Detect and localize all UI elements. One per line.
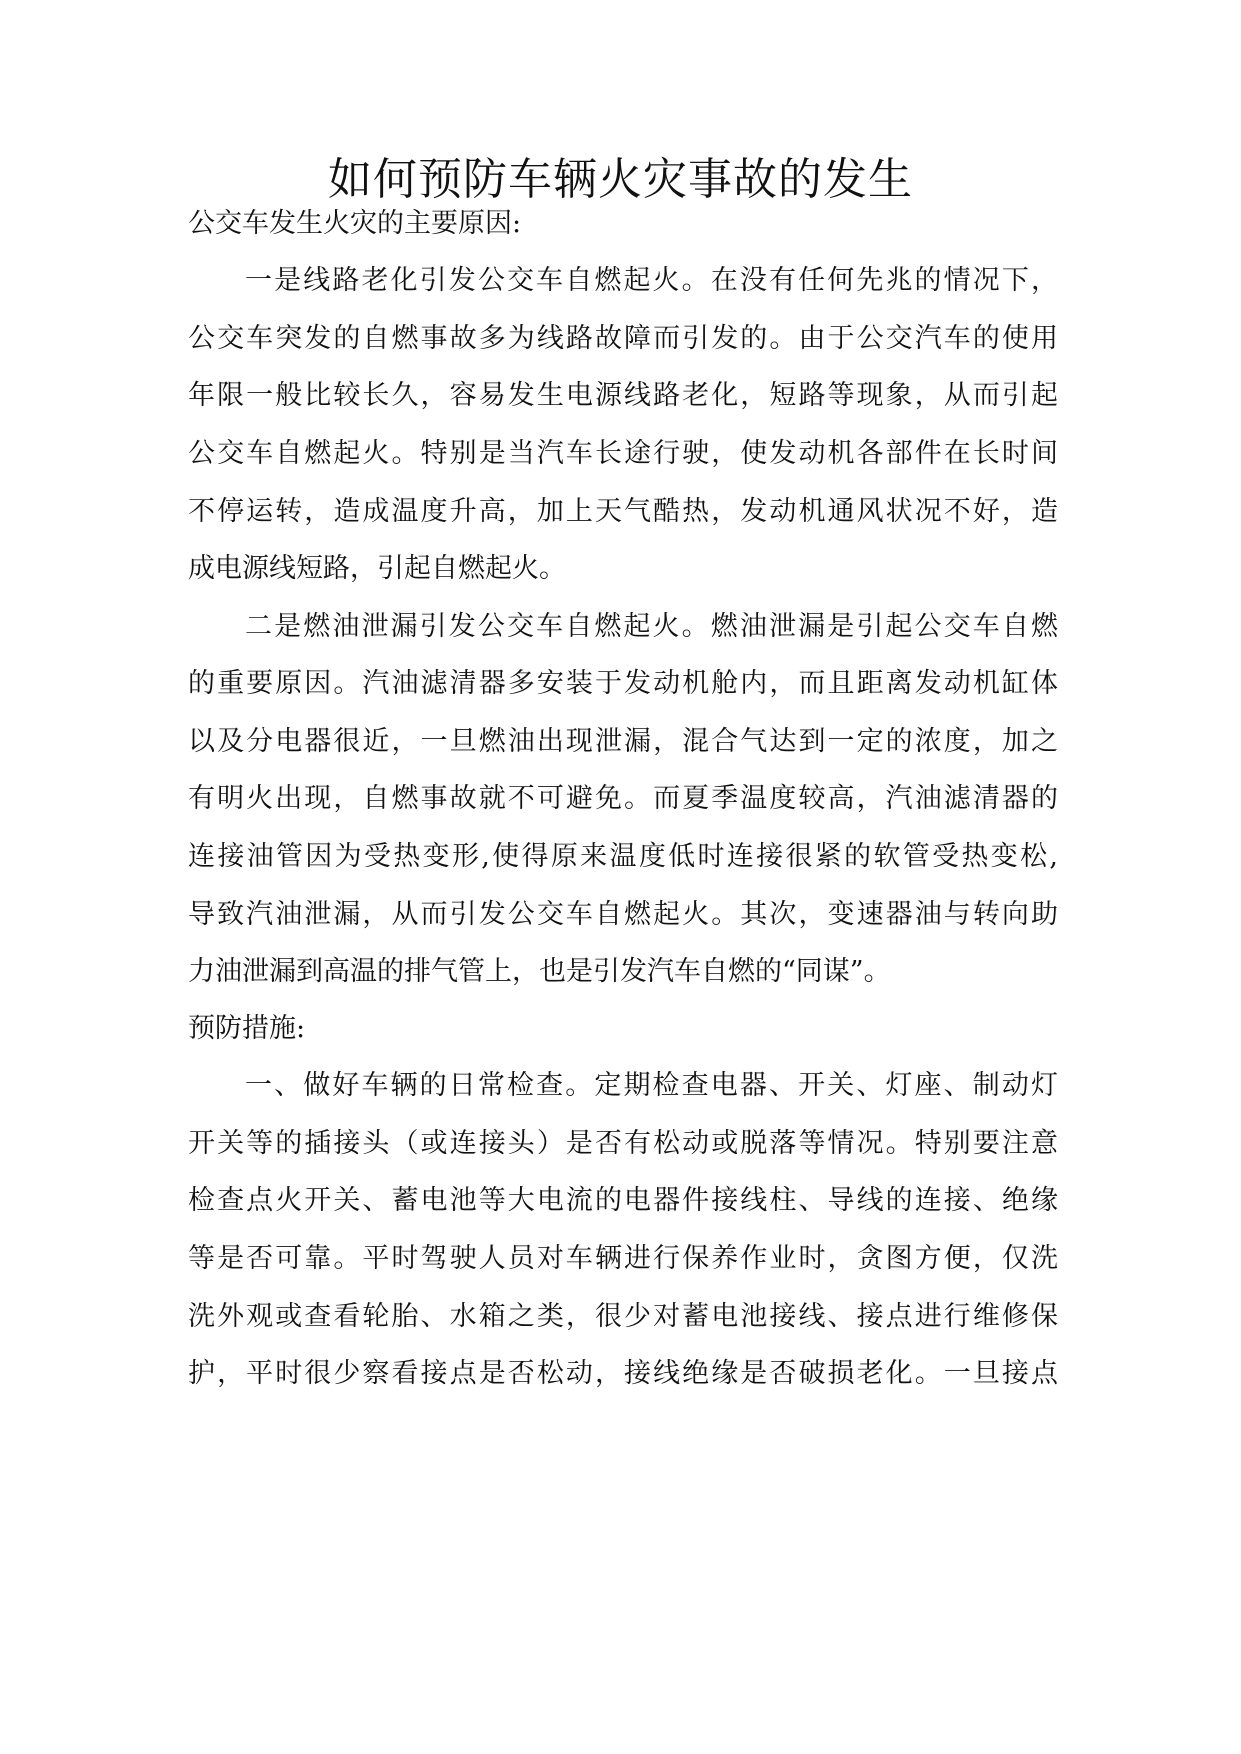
paragraph-line: 的重要原因。汽油滤清器多安装于发动机舱内，而且距离发动机缸体 — [188, 668, 1058, 699]
paragraph-line: 年限一般比较长久，容易发生电源线路老化，短路等现象，从而引起 — [188, 380, 1058, 411]
paragraph-line: 公交车自燃起火。特别是当汽车长途行驶，使发动机各部件在长时间 — [188, 438, 1058, 469]
paragraph-line: 洗外观或查看轮胎、水箱之类，很少对蓄电池接线、接点进行维修保 — [188, 1301, 1058, 1332]
paragraph-line: 等是否可靠。平时驾驶人员对车辆进行保养作业时，贪图方便，仅洗 — [188, 1243, 1058, 1274]
section-heading-prevention: 预防措施: — [188, 1013, 306, 1044]
paragraph-line: 导致汽油泄漏，从而引发公交车自燃起火。其次，变速器油与转向助 — [188, 899, 1058, 930]
paragraph-line: 有明火出现，自燃事故就不可避免。而夏季温度较高，汽油滤清器的 — [188, 783, 1058, 814]
paragraph-line: 连接油管因为受热变形,使得原来温度低时连接很紧的软管受热变松, — [188, 841, 1058, 872]
section-heading-causes: 公交车发生火灾的主要原因: — [188, 208, 522, 239]
paragraph-line: 护，平时很少察看接点是否松动，接线绝缘是否破损老化。一旦接点 — [188, 1358, 1058, 1389]
document-title: 如何预防车辆火灾事故的发生 — [328, 154, 913, 205]
paragraph-line: 不停运转，造成温度升高，加上天气酷热，发动机通风状况不好，造 — [188, 496, 1058, 527]
paragraph-line: 公交车突发的自燃事故多为线路故障而引发的。由于公交汽车的使用 — [188, 323, 1058, 354]
paragraph-line: 一、做好车辆的日常检查。定期检查电器、开关、灯座、制动灯 — [245, 1070, 1058, 1101]
paragraph-line: 二是燃油泄漏引发公交车自燃起火。燃油泄漏是引起公交车自燃 — [245, 611, 1058, 642]
paragraph-line: 成电源线短路，引起自燃起火。 — [188, 553, 566, 584]
paragraph-line: 开关等的插接头（或连接头）是否有松动或脱落等情况。特别要注意 — [188, 1128, 1058, 1159]
paragraph-line: 力油泄漏到高温的排气管上，也是引发汽车自燃的“同谋”。 — [188, 956, 891, 987]
paragraph-line: 一是线路老化引发公交车自燃起火。在没有任何先兆的情况下， — [245, 265, 1058, 296]
paragraph-line: 检查点火开关、蓄电池等大电流的电器件接线柱、导线的连接、绝缘 — [188, 1185, 1058, 1216]
paragraph-line: 以及分电器很近，一旦燃油出现泄漏，混合气达到一定的浓度，加之 — [188, 726, 1058, 757]
